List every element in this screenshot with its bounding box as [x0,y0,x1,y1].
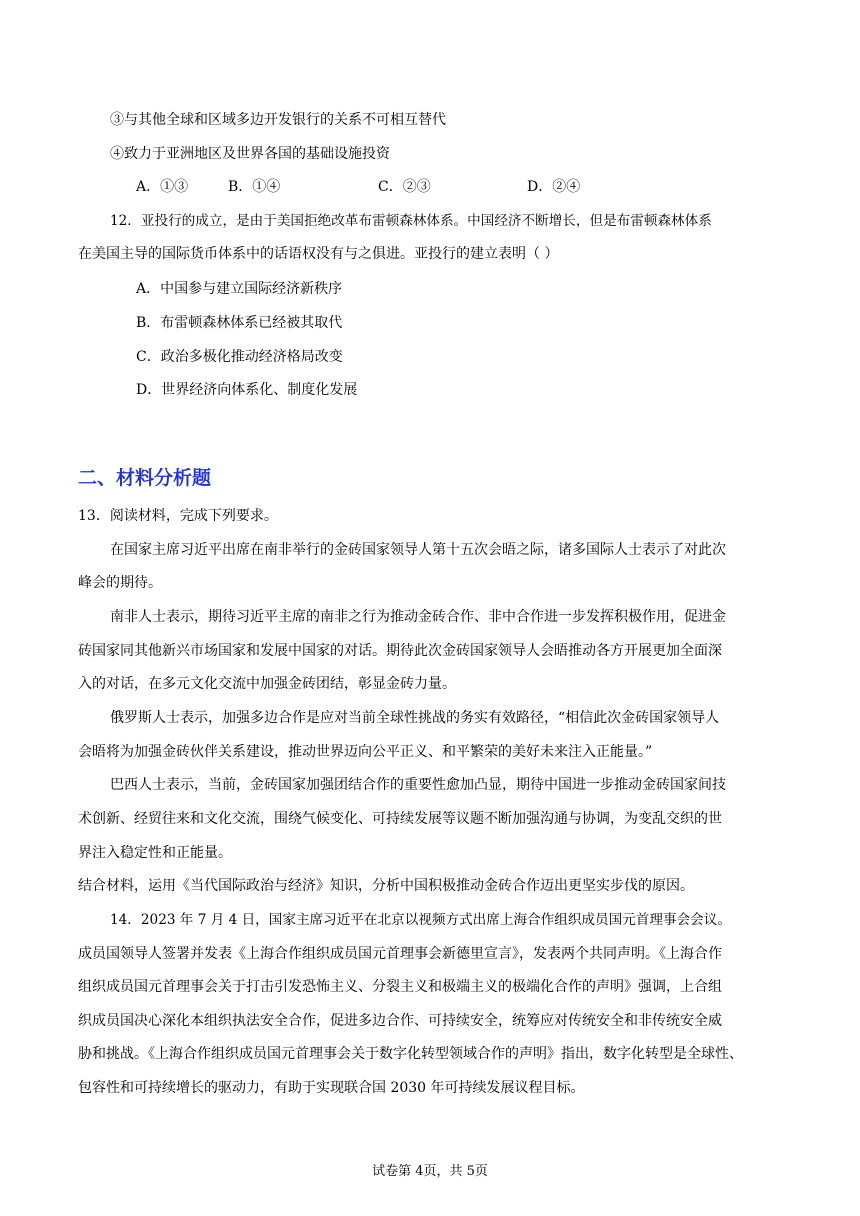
q14-material-line: 组织成员国元首理事会关于打击引发恐怖主义、分裂主义和极端主义的极端化合作的声明》强调，上合组 [78,979,722,995]
q14-material-line: 成员国领导人签署并发表《上海合作组织成员国元首理事会新德里宣言》，发表两个共同声明。《上海合作 [78,946,722,962]
q13-material-line: 界注入稳定性和正能量。 [78,845,232,861]
q13-material-line: 南非人士表示，期待习近平主席的南非之行为推动金砖合作、非中合作进一步发挥积极作用，促进金 [110,609,726,625]
q13-material-line: 砖国家同其他新兴市场国家和发展中国家的对话。期待此次金砖国家领导人会晤推动各方开展更加全面深 [78,643,722,659]
q11-option-d: D．②④ [527,179,581,195]
q12-option-d: D．世界经济向体系化、制度化发展 [136,382,358,398]
q12-option-a: A．中国参与建立国际经济新秩序 [136,281,343,297]
q12-option-b: B．布雷顿森林体系已经被其取代 [136,315,343,331]
q13-material-line: 在国家主席习近平出席在南非举行的金砖国家领导人第十五次会晤之际，诸多国际人士表示了对此次 [110,542,726,558]
q14-material-line: 14．2023 年 7 月 4 日，国家主席习近平在北京以视频方式出席上海合作组织成员国元首理事会会议。 [110,912,731,928]
q14-material-line: 包容性和可持续增长的驱动力，有助于实现联合国 2030 年可持续发展议程目标。 [78,1080,585,1096]
q12-option-c: C．政治多极化推动经济格局改变 [136,349,343,365]
q13-material-line: 巴西人士表示，当前，金砖国家加强团结合作的重要性愈加凸显，期待中国进一步推动金砖国家间技 [110,777,726,793]
q11-item-4: ④致力于亚洲地区及世界各国的基础设施投资 [110,146,390,162]
q13-material-line: 入的对话，在多元文化交流中加强金砖团结，彰显金砖力量。 [78,676,456,692]
q13-question: 结合材料，运用《当代国际政治与经济》知识，分析中国积极推动金砖合作迈出更坚实步伐的原因。 [78,878,694,894]
q14-material-line: 胁和挑战。《上海合作组织成员国元首理事会关于数字化转型领域合作的声明》指出，数字化转型是全球性、 [78,1046,743,1062]
q13-material-line: 俄罗斯人士表示，加强多边合作是应对当前全球性挑战的务实有效路径，“相信此次金砖国家领导人 [110,710,720,726]
section-heading: 二、材料分析题 [78,467,212,489]
q12-stem-line-2: 在美国主导的国际货币体系中的话语权没有与之俱进。亚投行的建立表明（ ） [78,246,559,262]
q13-material-line: 会晤将为加强金砖伙伴关系建设，推动世界迈向公平正义、和平繁荣的美好未来注入正能量。” [78,744,653,760]
page-footer: 试卷第 4页，共 5页 [372,1164,488,1179]
q12-stem-line-1: 12．亚投行的成立，是由于美国拒绝改革布雷顿森林体系。中国经济不断增长，但是布雷顿森林体系 [110,213,712,229]
q11-option-a: A．①③ [136,179,189,195]
q11-option-c: C．②③ [378,179,431,195]
q13-material-line: 术创新、经贸往来和文化交流，围绕气候变化、可持续发展等议题不断加强沟通与协调，为变乱交织的世 [78,811,722,827]
q14-material-line: 织成员国决心深化本组织执法安全合作，促进多边合作、可持续安全，统筹应对传统安全和非传统安全威 [78,1013,722,1029]
q13-prompt: 13．阅读材料，完成下列要求。 [78,508,278,524]
q11-option-b: B．①④ [228,179,281,195]
q13-material-line: 峰会的期待。 [78,575,162,591]
q11-item-3: ③与其他全球和区域多边开发银行的关系不可相互替代 [110,112,446,128]
